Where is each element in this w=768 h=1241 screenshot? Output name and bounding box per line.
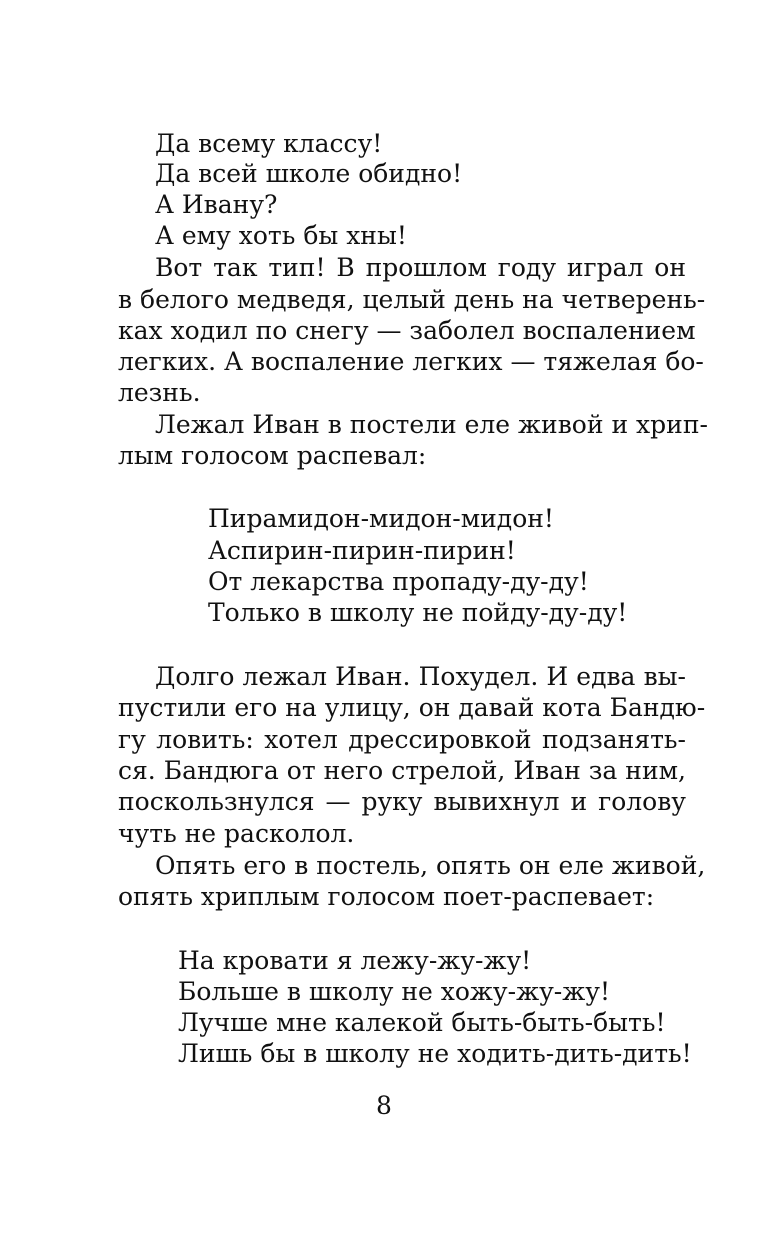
verse-line: Аспирин-пирин-пирин! — [208, 536, 516, 565]
dialog-line: А ему хоть бы хны! — [155, 221, 407, 250]
page-number: 8 — [376, 1091, 392, 1120]
paragraph-line: чуть не расколол. — [118, 819, 355, 848]
paragraph-line: ся. Бандюга от него стрелой, Иван за ним, — [118, 756, 686, 785]
paragraph-line: пустили его на улицу, он давай кота Бандю- — [118, 693, 706, 722]
paragraph-line: поскользнулся — руку вывихнул и голову — [118, 787, 686, 816]
paragraph-line: ках ходил по снегу — заболел воспалением — [118, 316, 696, 345]
verse-line: Лишь бы в школу не ходить-дить-дить! — [178, 1039, 692, 1068]
paragraph-line: гу ловить: хотел дрессировкой подзанять- — [118, 725, 686, 754]
dialog-line: А Ивану? — [155, 190, 278, 219]
verse-line: От лекарства пропаду-ду-ду! — [208, 567, 589, 596]
paragraph-line: лезнь. — [118, 378, 201, 407]
dialog-line: Да всей школе обидно! — [155, 159, 463, 188]
paragraph-line: легких. А воспаление легких — тяжелая бо- — [118, 347, 704, 376]
paragraph-line: опять хриплым голосом поет-распевает: — [118, 882, 655, 911]
paragraph-line: Долго лежал Иван. Похудел. И едва вы- — [155, 662, 686, 691]
paragraph-line: Опять его в постель, опять он еле живой, — [155, 851, 706, 880]
dialog-line: Да всему классу! — [155, 129, 383, 158]
verse-line: Лучше мне калекой быть-быть-быть! — [178, 1008, 666, 1037]
paragraph-line: в белого медведя, целый день на четверень- — [118, 285, 706, 314]
verse-line: Больше в школу не хожу-жу-жу! — [178, 977, 610, 1006]
verse-line: Только в школу не пойду-ду-ду! — [208, 598, 628, 627]
verse-line: Пирамидон-мидон-мидон! — [208, 504, 554, 533]
verse-line: На кровати я лежу-жу-жу! — [178, 946, 532, 975]
paragraph-line: Вот так тип! В прошлом году играл он — [155, 253, 686, 282]
paragraph-line: лым голосом распевал: — [118, 441, 427, 470]
paragraph-line: Лежал Иван в постели еле живой и хрип- — [155, 410, 708, 439]
